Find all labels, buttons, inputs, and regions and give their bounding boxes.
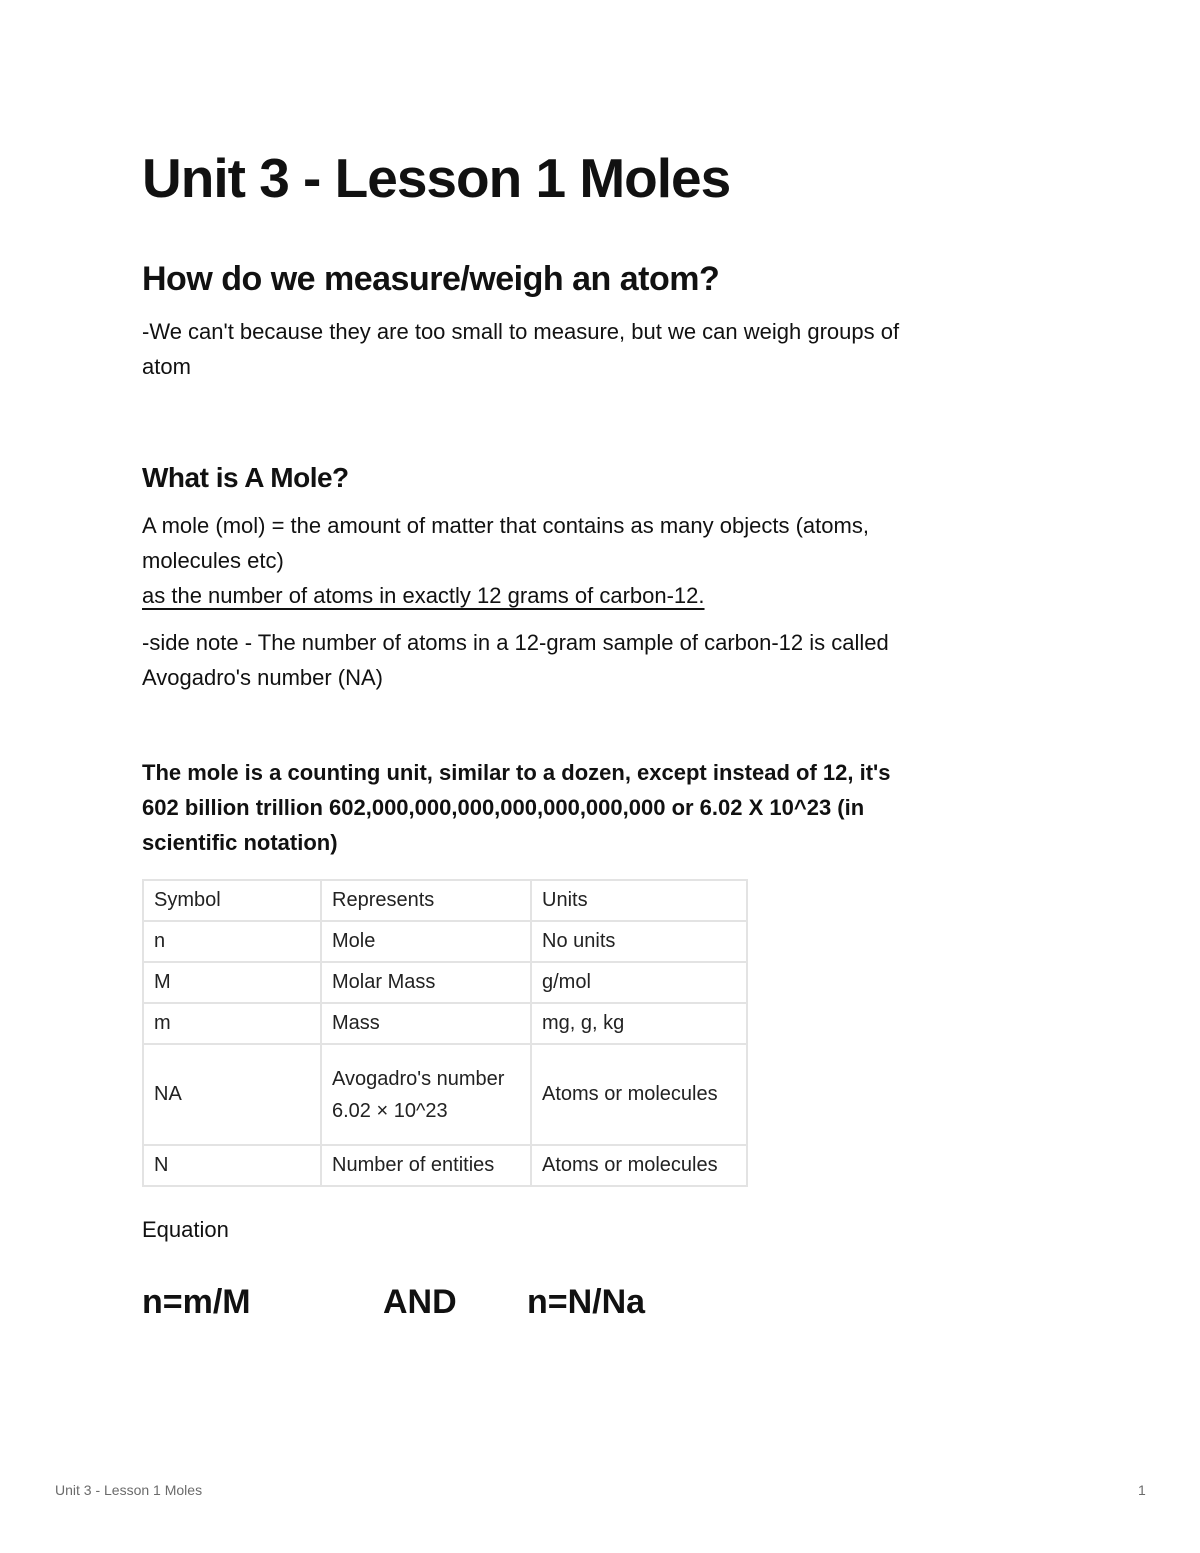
side-note-line: -side note - The number of atoms in a 12-gram sample of carbon-12 is called	[142, 630, 889, 655]
table-cell: No units	[531, 921, 747, 962]
equation-connector: AND	[383, 1283, 457, 1321]
bold-paragraph-line: 602 billion trillion 602,000,000,000,000,000,000,000 or 6.02 X 10^23 (in	[142, 795, 865, 820]
table-cell-line: Avogadro's number	[332, 1067, 505, 1090]
table-cell: Atoms or molecules	[531, 1145, 747, 1186]
paragraph-line: molecules etc)	[142, 548, 284, 573]
equation-formula-mass: n=m/M	[142, 1283, 251, 1321]
paragraph-line: -We can't because they are too small to measure, but we can weigh groups of	[142, 319, 900, 344]
table-cell: g/mol	[531, 962, 747, 1003]
table-row	[143, 1003, 747, 1044]
table-cell: mg, g, kg	[531, 1003, 747, 1044]
table-cell-multiline	[321, 1044, 531, 1145]
table-cell: NA	[143, 1044, 321, 1145]
table-header-cell: Symbol	[143, 880, 321, 921]
table-header-cell: Units	[531, 880, 747, 921]
table-header-cell: Represents	[321, 880, 531, 921]
table-cell: Number of entities	[321, 1145, 531, 1186]
page-title: Unit 3 - Lesson 1 Moles	[142, 147, 731, 209]
paragraph-line: atom	[142, 354, 191, 379]
table-cell: n	[143, 921, 321, 962]
table-cell: Molar Mass	[321, 962, 531, 1003]
equation-formula-entities: n=N/Na	[527, 1283, 646, 1321]
table-cell: Mass	[321, 1003, 531, 1044]
paragraph-line: A mole (mol) = the amount of matter that contains as many objects (atoms,	[142, 513, 869, 538]
table-row	[143, 1145, 747, 1186]
table-cell: N	[143, 1145, 321, 1186]
table-cell-line: 6.02 × 10^23	[332, 1099, 448, 1122]
bold-paragraph-line: scientific notation)	[142, 830, 338, 855]
side-note-line: Avogadro's number (NA)	[142, 665, 384, 690]
equation-label: Equation	[142, 1217, 229, 1242]
section-heading-mole: What is A Mole?	[142, 462, 349, 493]
underlined-definition	[142, 578, 1022, 613]
footer-title: Unit 3 - Lesson 1 Moles	[55, 1482, 203, 1498]
section-heading-measure: How do we measure/weigh an atom?	[142, 260, 720, 298]
bold-paragraph-line: The mole is a counting unit, similar to a dozen, except instead of 12, it's	[142, 760, 891, 785]
table-row	[143, 962, 747, 1003]
table-header-row	[143, 880, 747, 921]
underlined-text: as the number of atoms in exactly 12 grams of carbon-12.	[142, 583, 705, 608]
table-cell: M	[143, 962, 321, 1003]
table-cell: m	[143, 1003, 321, 1044]
table-cell: Atoms or molecules	[531, 1044, 747, 1145]
table-row	[143, 921, 747, 962]
symbols-table	[142, 879, 748, 1187]
table-row	[143, 1044, 747, 1145]
footer-page-number: 1	[1138, 1482, 1146, 1498]
table-cell: Mole	[321, 921, 531, 962]
